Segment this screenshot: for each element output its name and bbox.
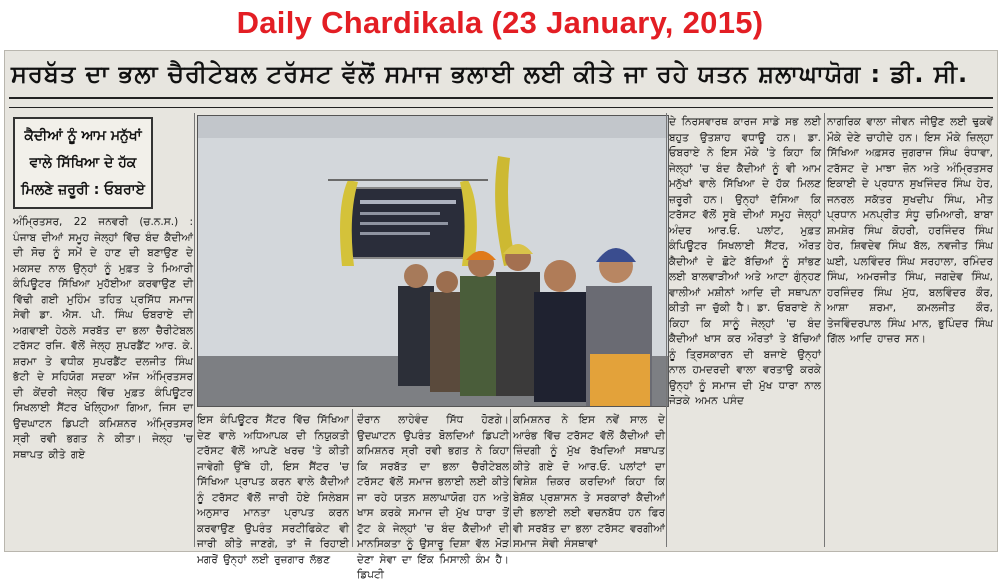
column-divider xyxy=(666,113,667,547)
article-column-5: ਦੇ ਨਿਰਸਵਾਰਥ ਕਾਰਜ ਸਾਡੇ ਸਭ ਲਈ ਬਹੁਤ ਉਤਸ਼ਾਹ ਵਧਾਊ ਹਨ। ਡਾ. ਓਬਰਾਏ ਨੇ ਇਸ ਮੌਕੇ 'ਤੇ ਕਿਹਾ ਕਿ ਜੇਲ੍ਹਾਂ 'ਚ ਬੰਦ ਕੈਦੀਆਂ ਨੂੰ ਵੀ ਆਮ ਮਨੁੱਖਾਂ ਵਾਲੇ ਸਿੱਖਿਆ ਦੇ ਹੱਕ ਮਿਲਣ ਜ਼ਰੂਰੀ ਹਨ। ਉਨ੍ਹਾਂ ਦੱਸਿਆ ਕਿ ਟਰੱਸਟ ਵੱਲੋਂ ਸੂਬੇ ਦੀਆਂ ਸਮੂਹ ਜੇਲ੍ਹਾਂ ਅੰਦਰ ਆਰ.ਓ. ਪਲਾਂਟ, ਮੁਫ਼ਤ ਕੰਪਿਊਟਰ ਸਿਖਲਾਈ ਸੈਂਟਰ, ਔਰਤ ਕੈਦੀਆਂ ਦੇ ਛੋਟੇ ਬੱਚਿਆਂ ਨੂੰ ਸਾਂਭਣ ਲਈ ਬਾਲਵਾੜੀਆਂ ਅਤੇ ਆਟਾ ਗੁੰਨ੍ਹਣ ਵਾਲੀਆਂ ਮਸ਼ੀਨਾਂ ਆਦਿ ਦੀ ਸਥਾਪਨਾ ਕੀਤੀ ਜਾ ਚੁੱਕੀ ਹੈ। ਡਾ. ਓਬਰਾਏ ਨੇ ਕਿਹਾ ਕਿ ਸਾਨੂੰ ਜੇਲ੍ਹਾਂ 'ਚ ਬੰਦ ਕੈਦੀਆਂ ਖਾਸ ਕਰ ਔਰਤਾਂ ਤੇ ਬੱਚਿਆਂ ਨੂੰ ਤ੍ਰਿਸਕਾਰਨ ਦੀ ਬਜਾਏ ਉਨ੍ਹਾਂ ਨਾਲ ਹਮਦਰਦੀ ਵਾਲਾ ਵਰਤਾਉ ਕਰਕੇ ਉਨ੍ਹਾਂ ਨੂੰ ਸਮਾਜ ਦੀ ਮੁੱਖ ਧਾਰਾ ਨਾਲ ਜੋੜਕੇ ਅਮਨ ਪਸੰਦ xyxy=(669,116,821,407)
column-divider xyxy=(352,409,353,547)
article-dateline: ਅੰਮ੍ਰਿਤਸਰ, 22 ਜਨਵਰੀ (ਚ.ਨ.ਸ.) : xyxy=(13,216,193,228)
article-headline: ਸਰਬੱਤ ਦਾ ਭਲਾ ਚੈਰੀਟੇਬਲ ਟਰੱਸਟ ਵੱਲੋਂ ਸਮਾਜ ਭਲਾਈ ਲਈ ਕੀਤੇ ਜਾ ਰਹੇ ਯਤਨ ਸ਼ਲਾਘਾਯੋਗ : ਡੀ. ਸੀ. xyxy=(11,60,969,88)
plaque-line xyxy=(360,212,440,215)
column-divider xyxy=(824,113,825,547)
column-divider xyxy=(510,409,511,547)
page-title: Daily Chardikala (23 January, 2015) xyxy=(236,5,764,40)
headline-rule-bottom xyxy=(9,107,993,108)
article-column-6: ਨਾਗਰਿਕ ਵਾਲਾ ਜੀਵਨ ਜੀਉਣ ਲਈ ਢੁਕਵੇਂ ਮੌਕੇ ਦੇਣੇ ਚਾਹੀਦੇ ਹਨ। ਇਸ ਮੌਕੇ ਜ਼ਿਲ੍ਹਾ ਸਿੱਖਿਆ ਅਫ਼ਸਰ ਜੁਗਰਾਜ ਸਿੰਘ ਰੰਧਾਵਾ, ਟਰੱਸਟ ਦੇ ਮਾਝਾ ਜ਼ੋਨ ਅਤੇ ਅੰਮ੍ਰਿਤਸਰ ਇਕਾਈ ਦੇ ਪ੍ਰਧਾਨ ਸੁਖਜਿੰਦਰ ਸਿੰਘ ਹੇਰ, ਜਨਰਲ ਸਕੱਤਰ ਸੁਖਦੀਪ ਸਿੰਘ, ਮੀਤ ਪ੍ਰਧਾਨ ਮਨਪ੍ਰੀਤ ਸੰਧੂ ਚਮਿਆਰੀ, ਬਾਬਾ ਸ਼ਮਸ਼ੇਰ ਸਿੰਘ ਕੋਹਰੀ, ਹਰਜਿੰਦਰ ਸਿੰਘ ਹੇਰ, ਸ਼ਿਵਦੇਵ ਸਿੰਘ ਬੱਲ, ਨਵਜੀਤ ਸਿੰਘ ਘਈ, ਪਲਵਿੰਦਰ ਸਿੰਘ ਸਰਹਾਲਾ, ਰਮਿੰਦਰ ਸਿੰਘ, ਅਮਰਜੀਤ ਸਿੰਘ, ਜਗਦੇਵ ਸਿੰਘ, ਹਰਜਿੰਦਰ ਸਿੰਘ ਮੁੱਧ, ਬਲਵਿੰਦਰ ਕੌਰ, ਆਸ਼ਾ ਸ਼ਰਮਾ, ਕਮਲਜੀਤ ਕੌਰ, ਤੇਜਵਿੰਦਰਪਾਲ ਸਿੰਘ ਮਾਨ, ਭੁਪਿੰਦਰ ਸਿੰਘ ਗਿੱਲ ਆਦਿ ਹਾਜ਼ਰ ਸਨ। xyxy=(827,116,993,345)
article-column-1 xyxy=(13,215,193,545)
photo-ceiling xyxy=(198,116,668,138)
article-subheadline: ਕੈਦੀਆਂ ਨੂੰ ਆਮ ਮਨੁੱਖਾਂ ਵਾਲੇ ਸਿੱਖਿਆ ਦੇ ਹੱਕ ਮਿਲਣੇ ਜ਼ਰੂਰੀ : ਓਬਰਾਏ xyxy=(13,117,153,209)
plaque-line xyxy=(360,232,430,235)
inauguration-photo xyxy=(197,115,669,407)
article-column-4: ਕਮਿਸ਼ਨਰ ਨੇ ਇਸ ਨਵੇਂ ਸਾਲ ਦੇ ਆਰੰਭ ਵਿੱਚ ਟਰੱਸਟ ਵੱਲੋਂ ਕੈਦੀਆਂ ਦੀ ਜ਼ਿੰਦਗੀ ਨੂੰ ਮੁੱਖ ਰੱਖਦਿਆਂ ਸਥਾਪਤ ਕੀਤੇ ਗਏ ਦੋ ਆਰ.ਓ. ਪਲਾਂਟਾਂ ਦਾ ਵਿਸ਼ੇਸ਼ ਜ਼ਿਕਰ ਕਰਦਿਆਂ ਕਿਹਾ ਕਿ ਬੇਸ਼ੱਕ ਪ੍ਰਸ਼ਾਸਨ ਤੇ ਸਰਕਾਰਾਂ ਕੈਦੀਆਂ ਦੀ ਭਲਾਈ ਲਈ ਵਚਨਬੱਧ ਹਨ ਫਿਰ ਵੀ ਸਰਬੱਤ ਦਾ ਭਲਾ ਟਰੱਸਟ ਵਰਗੀਆਂ ਸਮਾਜ ਸੇਵੀ ਸੰਸਥਾਵਾਂ xyxy=(513,414,665,550)
plaque-line xyxy=(360,222,448,225)
photo-illustration xyxy=(198,116,668,406)
column-divider xyxy=(194,113,195,547)
headline-rule-top xyxy=(9,97,993,99)
article-column-2: ਇਸ ਕੰਪਿਊਟਰ ਸੈਂਟਰ ਵਿੱਚ ਸਿੱਖਿਆ ਦੇਣ ਵਾਲੇ ਅਧਿਆਪਕ ਦੀ ਨਿਯੁਕਤੀ ਟਰੱਸਟ ਵੱਲੋਂ ਆਪਣੇ ਖਰਚ 'ਤੇ ਕੀਤੀ ਜਾਵੇਗੀ ਉੱਥੇ ਹੀ, ਇਸ ਸੈਂਟਰ 'ਚ ਸਿੱਖਿਆ ਪ੍ਰਾਪਤ ਕਰਨ ਵਾਲੇ ਕੈਦੀਆਂ ਨੂੰ ਟਰੱਸਟ ਵੱਲੋਂ ਜਾਰੀ ਹੋਏ ਸਿਲੇਬਸ ਅਨੁਸਾਰ ਮਾਨਤਾ ਪ੍ਰਾਪਤ ਕਰਨ ਕਰਵਾਉਣ ਉਪਰੰਤ ਸਰਟੀਫਿਕੇਟ ਵੀ ਜਾਰੀ ਕੀਤੇ ਜਾਣਗੇ, ਤਾਂ ਜੋ ਰਿਹਾਈ ਮਗਰੋਂ ਉਨ੍ਹਾਂ ਲਈ ਰੁਜ਼ਗਾਰ ਲੱਭਣ xyxy=(197,414,349,566)
article-column-1-text: ਪੰਜਾਬ ਦੀਆਂ ਸਮੂਹ ਜੇਲ੍ਹਾਂ ਵਿੱਚ ਬੰਦ ਕੈਦੀਆਂ ਦੀ ਸੋਚ ਨੂੰ ਸਮੇਂ ਦੇ ਹਾਣ ਦੀ ਬਣਾਉਣ ਦੇ ਮਕਸਦ ਨਾਲ ਉਨ੍ਹਾਂ ਨੂੰ ਮੁਫ਼ਤ ਤੇ ਮਿਆਰੀ ਕੰਪਿਊਟਰ ਸਿੱਖਿਆ ਮੁਹੱਈਆ ਕਰਵਾਉਣ ਦੀ ਵਿੱਢੀ ਗਈ ਮੁਹਿੰਮ ਤਹਿਤ ਪ੍ਰਸਿੱਧ ਸਮਾਜ ਸੇਵੀ ਡਾ. ਐਸ. ਪੀ. ਸਿੰਘ ਓਬਰਾਏ ਦੀ ਅਗਵਾਈ ਹੇਠਲੇ ਸਰਬੱਤ ਦਾ ਭਲਾ ਚੈਰੀਟੇਬਲ ਟਰੱਸਟ ਰਜਿ. ਵੱਲੋਂ ਜੇਲ੍ਹ ਸੁਪਰਡੈਂਟ ਆਰ. ਕੇ. ਸ਼ਰਮਾ ਤੇ ਵਧੀਕ ਸੁਪਰਡੈਂਟ ਦਲਜੀਤ ਸਿੰਘ ਭੱਟੀ ਦੇ ਸਹਿਯੋਗ ਸਦਕਾ ਅੱਜ ਅੰਮ੍ਰਿਤਸਰ ਦੀ ਕੇਂਦਰੀ ਜੇਲ੍ਹ ਵਿੱਚ ਮੁਫ਼ਤ ਕੰਪਿਊਟਰ ਸਿਖਲਾਈ ਸੈਂਟਰ ਖੋਲ੍ਹਿਆ ਗਿਆ, ਜਿਸ ਦਾ ਉਦਘਾਟਨ ਡਿਪਟੀ ਕਮਿਸ਼ਨਰ ਅੰਮ੍ਰਿਤਸਰ ਸ੍ਰੀ ਰਵੀ ਭਗਤ ਨੇ ਕੀਤਾ। ਜੇਲ੍ਹ 'ਚ ਸਥਾਪਤ ਕੀਤੇ ਗਏ xyxy=(13,231,193,461)
article-column-3: ਦੌਰਾਨ ਲਾਹੇਵੰਦ ਸਿੱਧ ਹੋਣਗੇ। ਉਦਘਾਟਨ ਉਪਰੰਤ ਬੋਲਦਿਆਂ ਡਿਪਟੀ ਕਮਿਸ਼ਨਰ ਸ੍ਰੀ ਰਵੀ ਭਗਤ ਨੇ ਕਿਹਾ ਕਿ ਸਰਬੱਤ ਦਾ ਭਲਾ ਚੈਰੀਟੇਬਲ ਟਰੱਸਟ ਵੱਲੋਂ ਸਮਾਜ ਭਲਾਈ ਲਈ ਕੀਤੇ ਜਾ ਰਹੇ ਯਤਨ ਸ਼ਲਾਘਾਯੋਗ ਹਨ ਅਤੇ ਖਾਸ ਕਰਕੇ ਸਮਾਜ ਦੀ ਮੁੱਖ ਧਾਰਾ ਤੋਂ ਟੁੱਟ ਕੇ ਜੇਲ੍ਹਾਂ 'ਚ ਬੰਦ ਕੈਦੀਆਂ ਦੀ ਮਾਨਸਿਕਤਾ ਨੂੰ ਉਸਾਰੂ ਦਿਸ਼ਾ ਵੱਲ ਮੋੜ ਦੇਣਾ ਸੇਵਾ ਦਾ ਇੱਕ ਮਿਸਾਲੀ ਕੰਮ ਹੈ। ਡਿਪਟੀ xyxy=(357,414,509,581)
plaque-line xyxy=(360,200,456,204)
newspaper-clipping xyxy=(4,50,998,581)
